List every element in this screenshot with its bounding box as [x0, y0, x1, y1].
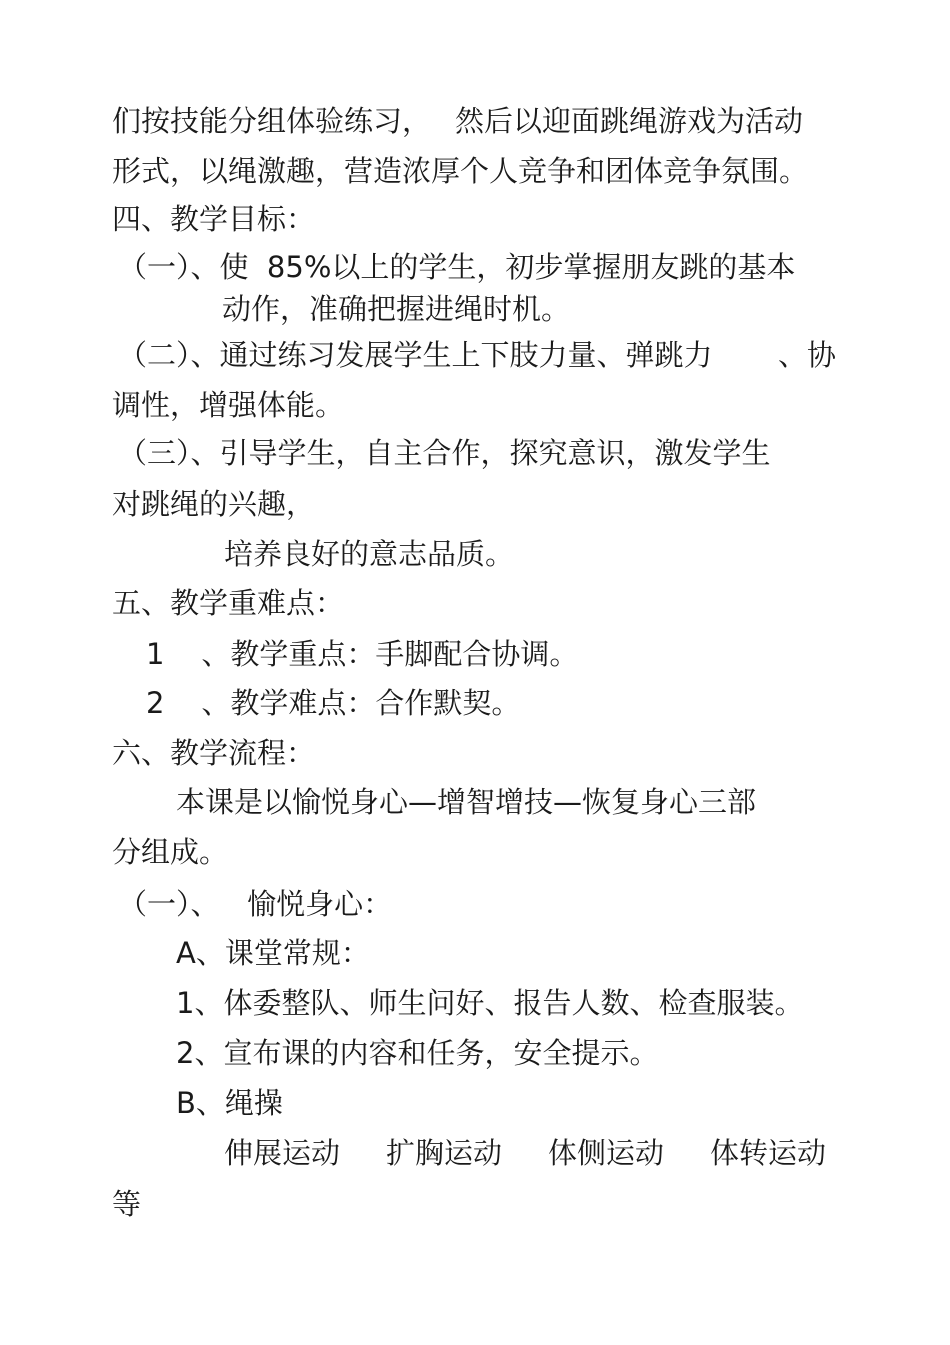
list-item: 2、宣布课的内容和任务，安全提示。: [176, 1036, 659, 1070]
list-item: 1、体委整队、师生问好、报告人数、检查服装。: [176, 986, 804, 1020]
section-heading-process: 六、教学流程：: [112, 736, 316, 770]
section-heading-objectives: 四、教学目标：: [112, 202, 316, 236]
process-part-1: （一）、 愉悦身心：: [118, 887, 393, 921]
exercise-item: 扩胸运动: [386, 1136, 503, 1170]
key-point-item-1: 1 、教学重点：手脚配合协调。: [146, 637, 579, 671]
sub-heading-b: B、绳操: [176, 1086, 283, 1120]
text-line: 们按技能分组体验练习，: [112, 104, 432, 138]
objective-item-1: （一）、使 85%以上的学生，初步掌握朋友跳的基本: [118, 250, 796, 284]
text-line: 本课是以愉悦身心—增智增技—恢复身心三部: [176, 785, 757, 819]
text-line: 分组成。: [112, 835, 229, 869]
text-line: 形式，以绳激趣，营造浓厚个人竞争和团体竞争氛围。: [112, 154, 809, 188]
text-line: 对跳绳的兴趣，: [112, 487, 316, 521]
text-line: 培养良好的意志品质。: [224, 537, 515, 571]
exercise-item: 伸展运动: [224, 1136, 341, 1170]
exercise-item: 体侧运动: [548, 1136, 665, 1170]
objective-item-2: （二）、通过练习发展学生上下肢力量、弹跳力: [118, 338, 713, 372]
sub-heading-a: A、课堂常规：: [176, 936, 370, 970]
text-line: 等: [112, 1187, 142, 1221]
key-point-item-2: 2 、教学难点：合作默契。: [146, 686, 521, 720]
text-line: 、协: [778, 338, 837, 372]
text-line: 动作，准确把握进绳时机。: [222, 292, 571, 326]
text-line: 调性，增强体能。: [112, 388, 345, 422]
exercise-item: 体转运动: [710, 1136, 827, 1170]
objective-item-3: （三）、引导学生，自主合作，探究意识，激发学生: [118, 436, 771, 470]
text-line: 然后以迎面跳绳游戏为活动: [455, 104, 804, 138]
section-heading-key-points: 五、教学重难点：: [112, 586, 345, 620]
